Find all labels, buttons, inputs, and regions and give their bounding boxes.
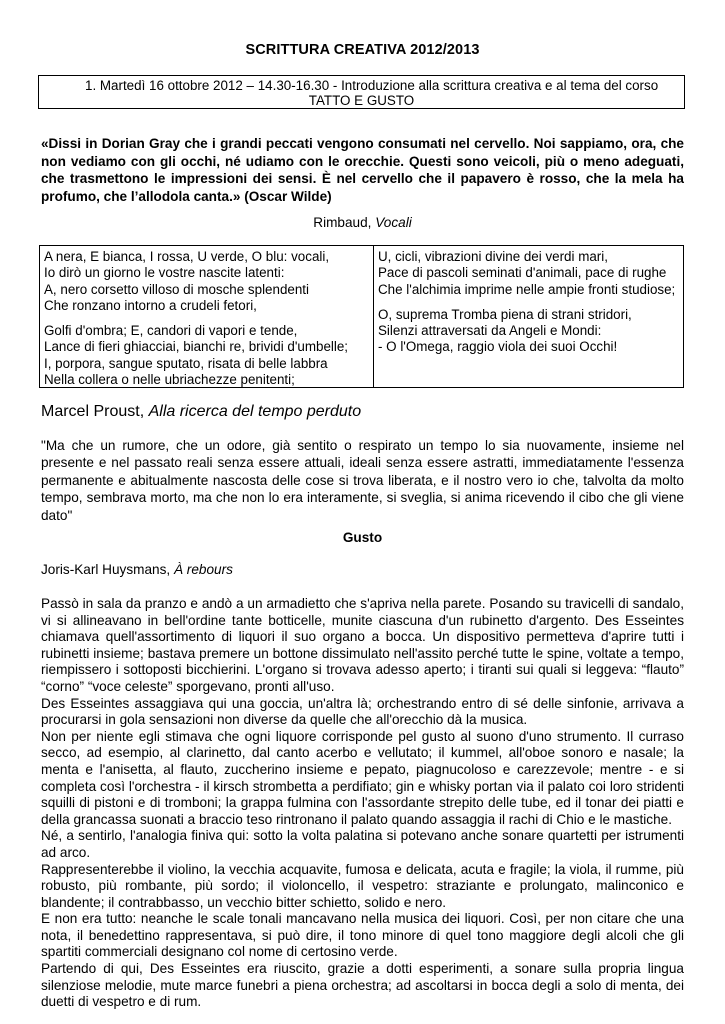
- document-title: SCRITTURA CREATIVA 2012/2013: [245, 42, 480, 58]
- stanza-gap: [378, 298, 679, 307]
- poem-line: Pace di pascoli seminati d'animali, pace di rughe: [378, 265, 667, 281]
- rimbaud-work-title: Vocali: [375, 215, 412, 230]
- huysmans-excerpt: [41, 596, 684, 1011]
- poem-line: A, nero corsetto villoso di mosche splendenti: [44, 281, 309, 297]
- section-heading-gusto: Gusto: [342, 530, 383, 545]
- paragraph: Non per niente egli stimava che ogni liquore corrisponde pel gusto al suono d'uno strumento. Il curraso secco, ad esempio, al clarinetto, dal canto acerbo e vellutato; il kummel, all'oboe sonoro e nasale; la menta e l'anisetta, al flauto, zuccherino insieme e pepato, piagnucoloso e carezzevole; mentre - e si completa così l'orchestra - il kirsch strombetta a perdifiato; gin e whisky portan via il palato coi loro stridenti squilli di pistoni e di tromboni; la grappa fulmina con l'assordante strepito delle tube, ed il tonar dei piatti e della grancassa suonati a braccio teso rintronano il palato quando assaggia il rachi di Chio e le mastiche.: [41, 728, 684, 827]
- poem-line: Che l'alchimia imprime nelle ampie fronti studiose;: [378, 281, 676, 297]
- paragraph: E non era tutto: neanche le scale tonali mancavano nella musica dei liquori. Così, per non citare che una nota, il benedettino rappresentava, si può dire, il tono minore di quel tono maggiore degli alcoli che gli spartiti commerciali designano col nome di certosino verde.: [41, 911, 684, 960]
- rimbaud-author: Rimbaud,: [313, 215, 376, 230]
- poem-table: [39, 245, 684, 388]
- proust-work-title: Alla ricerca del tempo perduto: [148, 403, 362, 420]
- poem-line: Golfi d'ombra; E, candori di vapori e tende,: [44, 323, 298, 339]
- lesson-theme: TATTO E GUSTO: [308, 93, 415, 108]
- rimbaud-heading: [41, 215, 684, 230]
- proust-author: Marcel Proust,: [41, 403, 149, 420]
- poem-line: U, cicli, vibrazioni divine dei verdi mari,: [378, 249, 608, 264]
- paragraph: Partendo di qui, Des Esseintes era riuscito, grazie a dotti esperimenti, a sonare sulla propria lingua silenziose melodie, mute marce funebri a piena orchestra; ad ascoltarsi in bocca degli a solo di menta, dei duetti di vespetro e di rum.: [41, 961, 684, 1010]
- poem-left-column: [40, 246, 374, 387]
- lesson-box: [38, 75, 685, 109]
- poem-line: I, porpora, sangue sputato, risata di belle labbra: [44, 355, 328, 371]
- poem-right-column: [374, 246, 683, 387]
- proust-heading: [41, 403, 361, 421]
- poem-line: Nella collera o nelle ubriachezze penitenti;: [44, 372, 295, 388]
- huysmans-author: Joris-Karl Huysmans,: [41, 562, 174, 577]
- paragraph: Des Esseintes assaggiava qui una goccia, un'altra là; orchestrando entro di sé delle sinfonie, arrivava a procurarsi in gola sensazioni non diverse da quelle che all'orecchio dà la musica.: [41, 695, 684, 728]
- proust-quote: "Ma che un rumore, che un odore, già sentito o respirato un tempo lo sia nuovamente, insieme nel presente e nel passato reali senza essere attuali, ideali senza essere astratti, immediatamente l'essenza permanente e abitualmente nascosta delle cose si trova liberata, e il nostro vero io che, talvolta da molto tempo, sembrava morto, ma che non lo era interamente, si sveglia, si anima ricevendo il cibo che gli viene dato": [41, 438, 684, 523]
- lesson-description: 1. Martedì 16 ottobre 2012 – 14.30-16.30 - Introduzione alla scrittura creativa e al tema del corso: [85, 78, 659, 93]
- wilde-quote: «Dissi in Dorian Gray che i grandi peccati vengono consumati nel cervello. Noi sappiamo, ora, che non vediamo con gli occhi, né udiamo con le orecchie. Questi sono veicoli, più o meno adeguati, che trasmettono le impressioni dei sensi. È nel cervello che il papavero è rosso, che la mela ha profumo, che l’allodola canta.» (Oscar Wilde): [41, 136, 684, 204]
- poem-line: A nera, E bianca, I rossa, U verde, O blu: vocali,: [44, 249, 330, 264]
- paragraph: Né, a sentirlo, l'analogia finiva qui: sotto la volta palatina si potevano anche sonare quartetti per istrumenti ad arco.: [41, 828, 684, 860]
- huysmans-heading: [41, 562, 233, 577]
- paragraph: Passò in sala da pranzo e andò a un armadietto che s'apriva nella parete. Posando su travicelli di sandalo, vi si allineavano in bell'ordine tante botticelle, munite ciascuna d'un rubinetto d'argento. Des Esseintes chiamava quell'assortimento di liquori il suo organo a bocca. Un dispositivo permetteva d'aprire tutti i rubinetti insieme; bastava premere un bottone dissimulato nell'assito perché tutte le spine, voltate a tempo, riempissero i sottoposti bicchierini. L'organo si trovava adesso aperto; i tiranti sui quali si leggeva: “flauto” “corno” “voce celeste” sporgevano, pronti all'uso.: [41, 596, 684, 694]
- poem-line: Silenzi attraversati da Angeli e Mondi:: [378, 323, 602, 339]
- poem-line: Io dirò un giorno le vostre nascite latenti:: [44, 265, 285, 281]
- poem-line: Lance di fieri ghiacciai, bianchi re, brividi d'umbelle;: [44, 339, 349, 355]
- stanza-gap: [44, 314, 369, 323]
- paragraph: Rappresenterebbe il violino, la vecchia acquavite, fumosa e delicata, acuta e fragile; la viola, il rumme, più robusto, più rombante, più sordo; il violoncello, il vespetro: straziante e prolungato, malinconico e blandente; il contrabbasso, un vecchio bitter schietto, solido e nero.: [41, 861, 684, 910]
- poem-line: O, suprema Tromba piena di strani stridori,: [378, 306, 632, 322]
- poem-line: Che ronzano intorno a crudeli fetori,: [44, 297, 257, 313]
- poem-line: - O l'Omega, raggio viola dei suoi Occhi!: [378, 339, 618, 355]
- huysmans-work-title: À rebours: [173, 562, 233, 577]
